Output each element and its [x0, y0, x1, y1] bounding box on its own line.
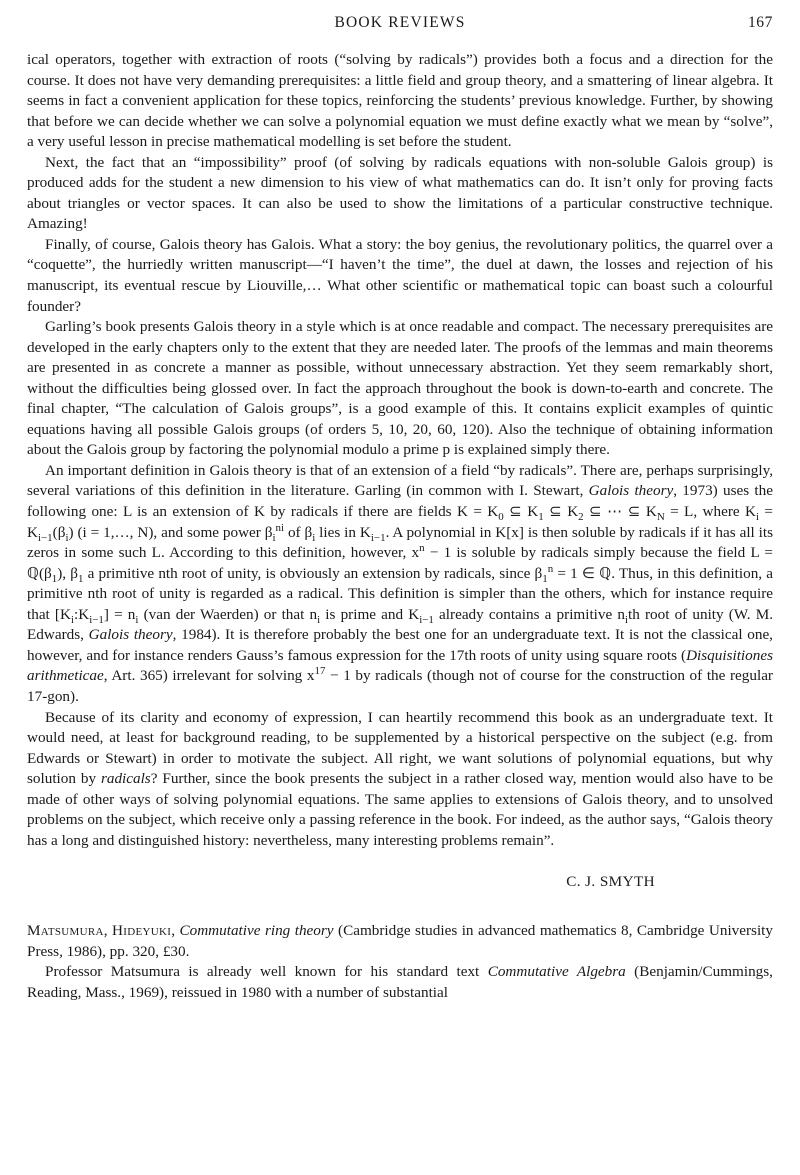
paragraph-recommendation — [27, 708, 773, 852]
entry-author-last: Matsumura — [27, 922, 104, 940]
seg-italic-galois-theory-2: Galois theory — [88, 626, 173, 644]
entry-para-part1: Professor Matsumura is already well known for his standard text — [45, 963, 488, 981]
seg: i — [70, 613, 74, 626]
seg: 2 — [578, 511, 584, 524]
seg: i — [312, 531, 316, 544]
paragraph-3: Finally, of course, Galois theory has Galois. What a story: the boy genius, the revolutionary politics, the quarrel over a “coquette”, the hurriedly written manuscript—“I haven’t the time”, the duel at dawn, the losses and rejection of his manuscript, its eventual rescue by Liouville,… What other scientific or mathematical topic can boast such a colourful founder? — [27, 235, 773, 315]
seg: i — [65, 531, 69, 544]
seg: − 1 by radicals (though not of course for the construction of the regular 17-gon). — [27, 667, 773, 705]
entry-para-italic-title: Commutative Algebra — [487, 963, 626, 981]
seg: i — [317, 613, 321, 626]
entry-paragraph — [27, 962, 773, 1003]
entry-title: Commutative ring theory — [179, 922, 334, 940]
seg: 17 — [314, 665, 326, 678]
seg: :K — [74, 605, 90, 623]
recommend-italic-radicals: radicals — [100, 770, 151, 788]
seg: is prime and K — [320, 605, 420, 623]
seg: = L, where K — [664, 503, 756, 521]
seg: i — [755, 511, 760, 524]
seg: i−1 — [419, 613, 434, 626]
seg: , 1984). It is therefore probably the best one for an undergraduate text. It is not the classical one, however, and for instance renders Gauss’s famous expression for the 17th roots of unity using square roots ( — [27, 626, 773, 664]
seg: = K — [27, 503, 773, 541]
running-head — [0, 14, 800, 36]
seg: ] = n — [103, 605, 136, 623]
seg: lies in K — [315, 523, 371, 541]
seg: n — [419, 542, 425, 555]
seg: (β — [52, 523, 66, 541]
entry-sep: , — [103, 922, 112, 940]
seg: 1 — [538, 511, 544, 524]
seg: i−1 — [370, 531, 386, 544]
seg: (van der Waerden) or that n — [138, 605, 318, 623]
seg: 1 — [542, 572, 548, 585]
book-entry — [27, 921, 773, 962]
seg: , 1973) uses the following one: L is an extension of K by radicals if there are fields K = K — [27, 482, 773, 521]
seg: ) (i = 1,…, N), and some power β — [68, 523, 273, 541]
seg: 1 — [51, 572, 58, 585]
seg: n — [275, 521, 281, 534]
paragraph-4: Garling’s book presents Galois theory in a style which is at once readable and compact. The necessary prerequisites are developed in the early chapters only to the extent that they are needed later. The proofs of the lemmas and main theorems are presented in as concrete a manner as possible, without unnecessary abstraction. Yet they seem remarkably short, without the difficulties being glossed over. In fact the approach throughout the book is down-to-earth and concrete. The final chapter, “The calculation of Galois groups”, is a good example of this. It contains explicit examples of quintic equations having all possible Galois groups (of orders 5, 10, 20, 60, 120). Also the technique of obtaining information about the Galois group by factoring the polynomial modulo a prime p is explained simply there. — [27, 318, 773, 459]
seg: = 1 ∈ ℚ. Thus, in this definition, a primitive nth root of unity is regarded as a radical. This definition is simpler than the others, which for instance require that [K — [27, 564, 774, 623]
recommend-part2: ? Further, since the book presents the subject in a rather closed way, mention would also have to be made of other ways of solving polynomial equations. The same applies to extensions of Galois theory, and to unsolved problems on the subject, which receive only a passing reference in the book. For indeed, as the author says, “Galois theory has a long and distinguished history: nevertheless, many interesting problems remain”. — [27, 770, 773, 849]
seg-italic-disquisitiones: Disquisitiones arithmeticae — [27, 646, 773, 685]
seg: i−1 — [89, 613, 104, 626]
seg: th root of unity (W. M. Edwards, — [27, 605, 774, 644]
entry-para-part2: (Benjamin/Cummings, Reading, Mass., 1969), reissued in 1980 with a number of substantial — [27, 963, 773, 1001]
body-column — [27, 50, 773, 1004]
seg: already contains a primitive n — [433, 605, 625, 623]
seg: 1 — [77, 572, 84, 585]
entry-author-first: Hideyuki — [112, 922, 172, 940]
seg: a primitive nth root of unity, is obviously an extension by radicals, since β — [83, 564, 543, 582]
paragraph-1: ical operators, together with extraction of roots (“solving by radicals”) provides both a focus and a direction for the course. It does not have very demanding prerequisites: a little field and group theory, and a smattering of linear algebra. It seems in fact a convenient application for these topics, reinforcing the students’ previous knowledge. Further, by showing that before we can decide whether we can solve a polynomial equation we must define exactly what we mean by “solve”, a very useful lesson in precise mathematical modelling is set before the student. — [27, 51, 773, 151]
seg: i — [272, 531, 276, 544]
seg: N — [656, 511, 665, 524]
paragraph-radicals — [27, 461, 773, 708]
entry-rest: (Cambridge studies in advanced mathematics 8, Cambridge University Press, 1986), pp. 320, £30. — [27, 922, 773, 960]
seg: ⊆ K — [543, 503, 579, 521]
reviewer-signature: C. J. SMYTH — [566, 873, 655, 891]
seg: , Art. 365) irrelevant for solving x — [103, 667, 315, 685]
seg: i — [281, 521, 285, 534]
seg: i−1 — [37, 531, 53, 544]
seg: ⊆ ⋯ ⊆ K — [583, 503, 657, 521]
seg: . A polynomial in K[x] is then soluble by radicals if it has all its zeros in some such L. According to this definition, however, x — [27, 523, 774, 562]
seg: ), β — [57, 564, 78, 582]
seg: − 1 is soluble by radicals simply because the field L = ℚ(β — [27, 544, 773, 582]
seg-italic-galois-theory-1: Galois theory — [588, 482, 674, 500]
seg: ⊆ K — [503, 503, 539, 521]
paragraph-2: Next, the fact that an “impossibility” proof (of solving by radicals equations with non-soluble Galois group) is produced adds for the student a new dimension to his view of what mathematics can do. It isn’t only for proving facts about triangles or vector spaces. It can also be used to show the limitations of a particular constructive technique. Amazing! — [27, 153, 773, 233]
seg: of β — [284, 523, 313, 541]
seg: 0 — [498, 511, 504, 524]
page-number: 167 — [747, 14, 773, 31]
running-head-title: BOOK REVIEWS — [334, 14, 466, 31]
seg: i — [135, 613, 139, 626]
seg: n — [547, 562, 554, 575]
seg: An important definition in Galois theory is that of an extension of a field “by radicals”. There are, perhaps surprisingly, several variations of this definition in the literature. Garling (in common with I. Stewart, — [27, 461, 773, 500]
entry-sep-2: , — [171, 922, 180, 940]
recommend-part1: Because of its clarity and economy of expression, I can heartily recommend this book as an undergraduate text. It would need, at least for background reading, to be supplemented by a historical perspective on the subject (e.g. from Edwards or Stewart) in order to motivate the subject. All right, we want solutions of polynomial equations, but why solution by — [27, 708, 773, 788]
seg: i — [624, 613, 629, 626]
